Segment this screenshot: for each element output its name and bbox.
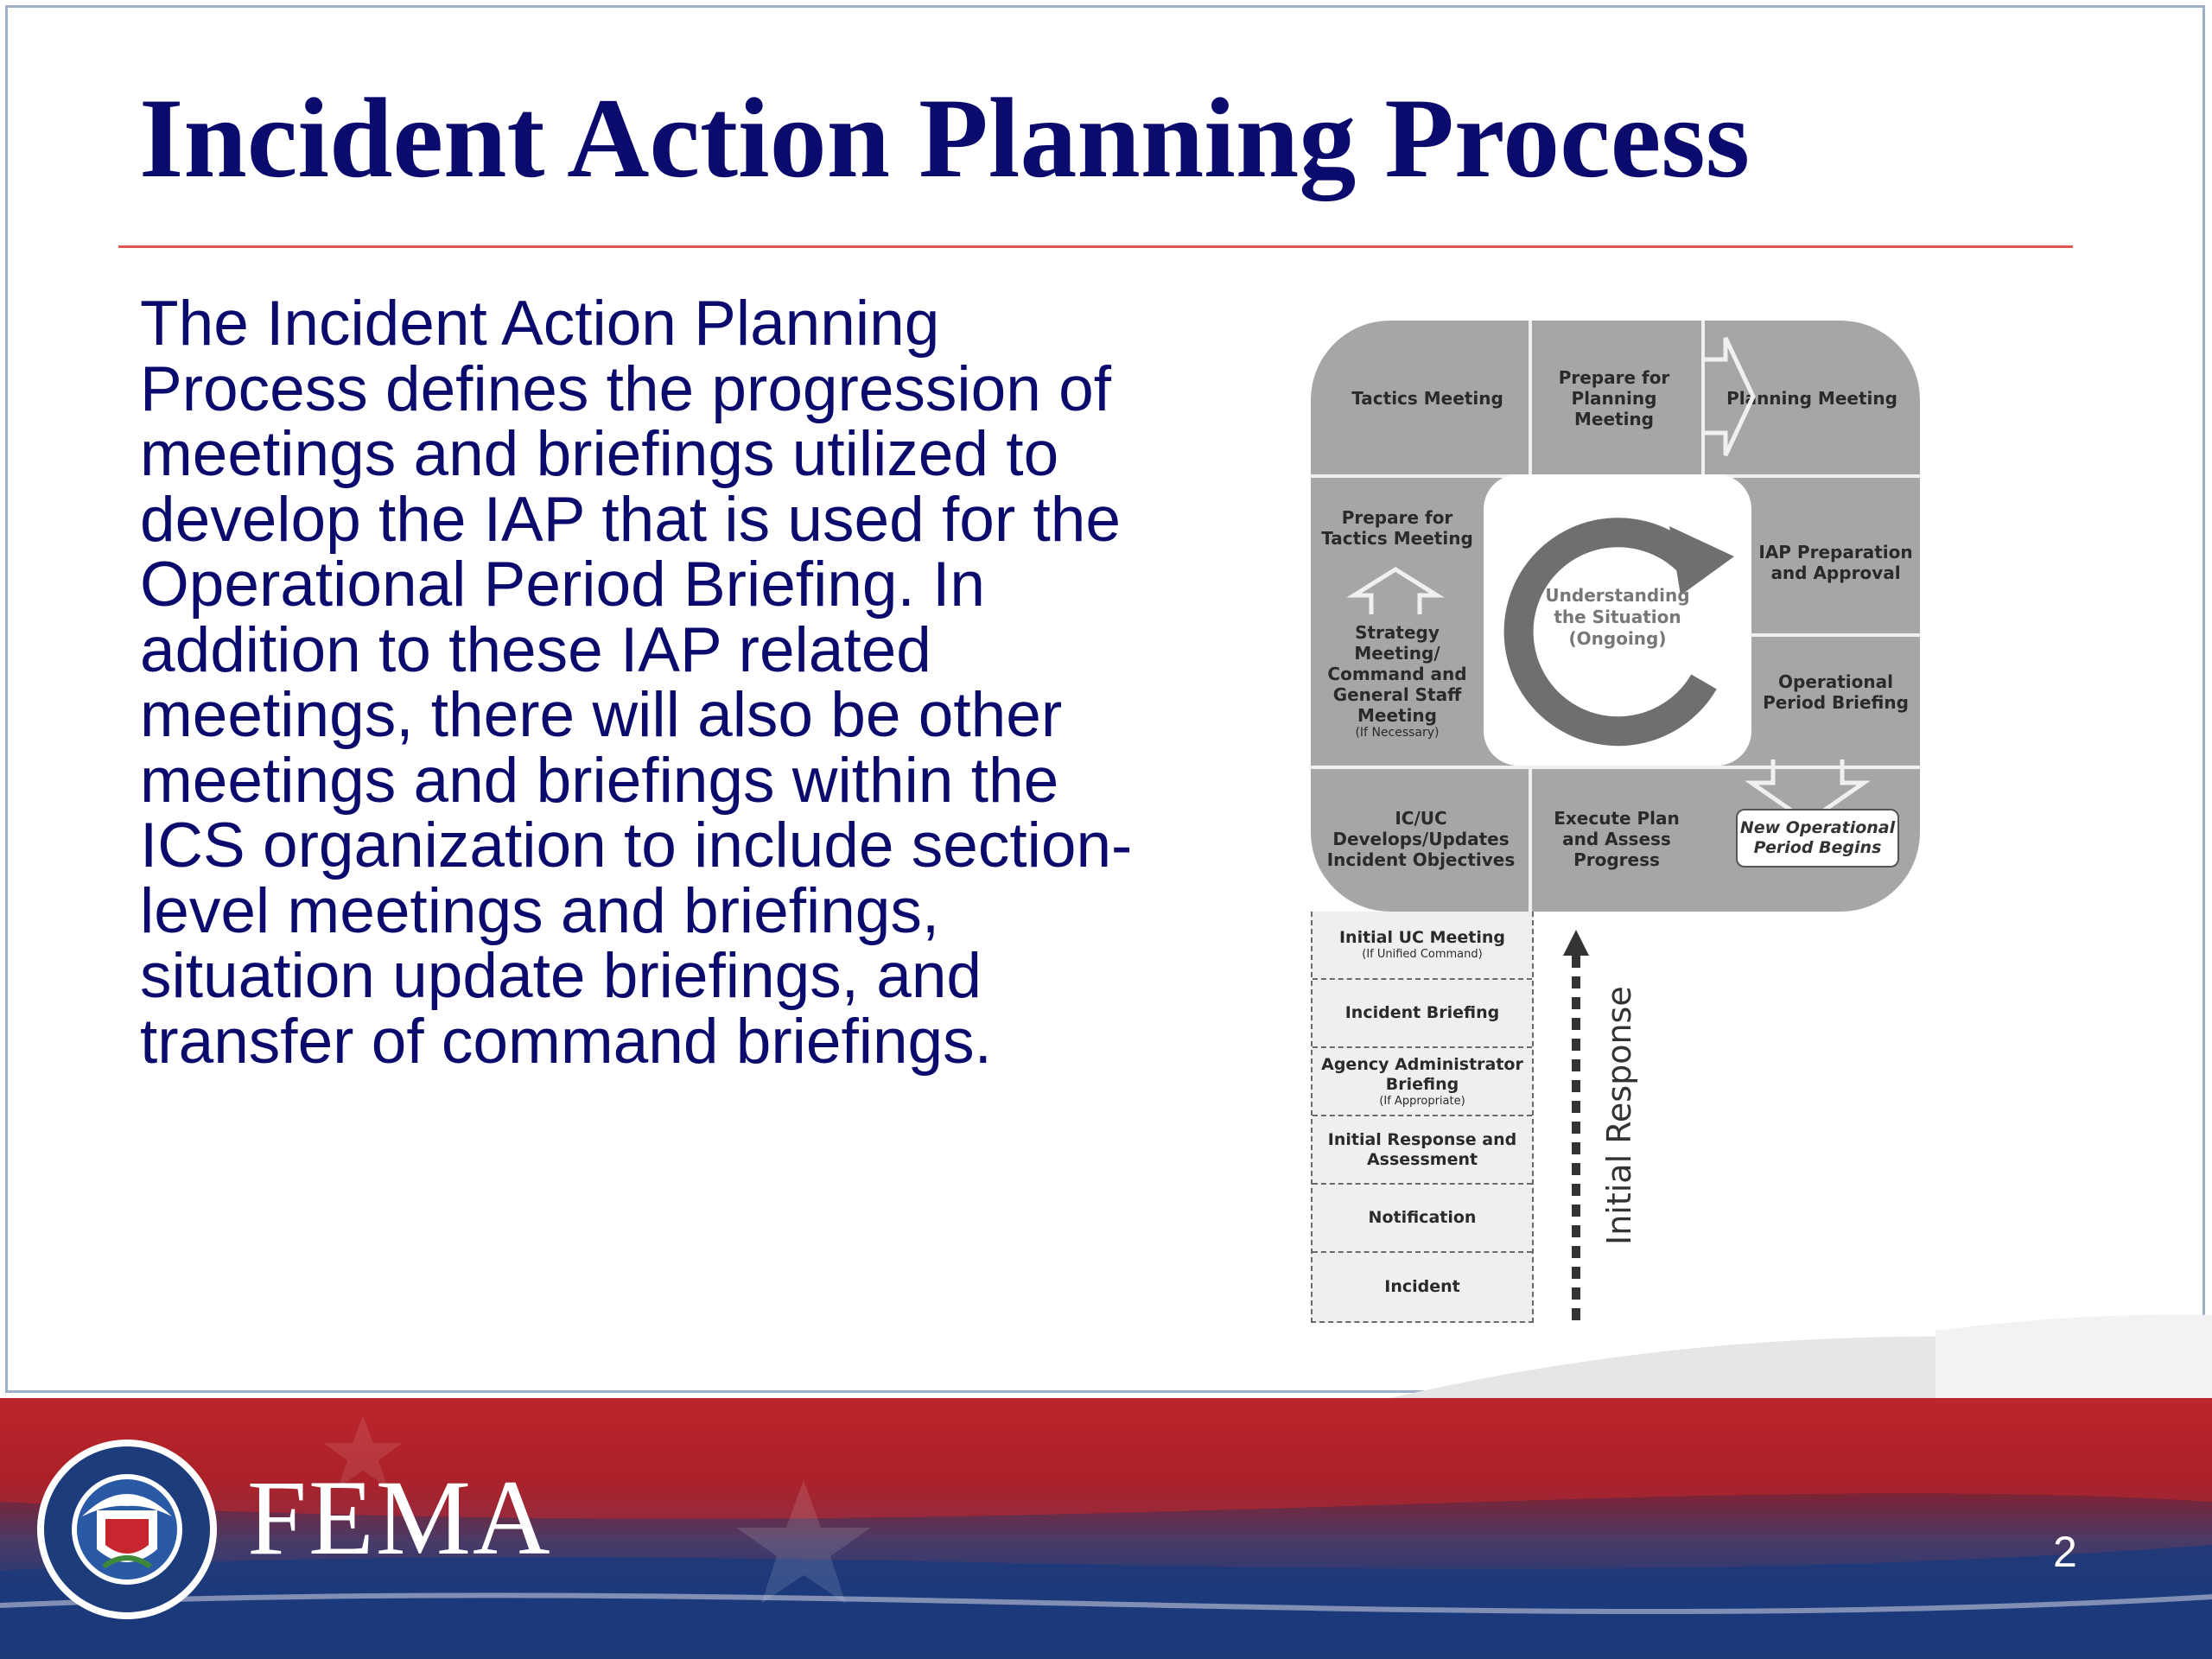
footer-banner: [0, 1398, 2212, 1659]
incident-item: Incident: [1384, 1277, 1460, 1297]
center-box: [1484, 474, 1751, 766]
incident-briefing-item: Incident Briefing: [1313, 980, 1532, 1048]
initial-uc-note: (If Unified Command): [1362, 948, 1483, 962]
strategy-meeting-note: (If Necessary): [1355, 726, 1440, 741]
execute-plan-label: Execute Plan and Assess Progress: [1554, 808, 1680, 870]
icuc-objectives-label: IC/UC Develops/Updates Incident Objectives: [1326, 808, 1516, 870]
planning-cycle-ring: [1311, 321, 1920, 912]
prepare-planning-label: Prepare for Planning Meeting: [1558, 367, 1670, 429]
dhs-seal: [35, 1437, 220, 1623]
iap-preparation-label: IAP Preparation and Approval: [1758, 542, 1913, 583]
initial-uc-label: Initial UC Meeting: [1338, 928, 1506, 948]
prepare-tactics-label: Prepare for Tactics Meeting: [1321, 507, 1473, 549]
dhs-seal-icon: [35, 1437, 220, 1623]
title-divider: [118, 245, 2073, 248]
initial-response-assessment-item: Initial Response and Assessment: [1313, 1116, 1532, 1185]
operational-briefing-label: Operational Period Briefing: [1763, 671, 1909, 713]
notification-item: Notification: [1313, 1185, 1532, 1253]
initial-uc-meeting-item: [1313, 912, 1532, 980]
body-paragraph: The Incident Action Planning Process defines the progression of meetings and briefings utilized to develop the IAP that is used for the Operational Period Briefing. In addition to these IAP related meetings, there will also be other meetings and briefings within the ICS organization to include section-level meetings and briefings, situation update briefings, and transfer of command briefings.: [140, 289, 1133, 1077]
new-operational-period-box: New Operational Period Begins: [1736, 809, 1899, 868]
center-label: Understanding the Situation (Ongoing): [1545, 585, 1690, 649]
page-number: 2: [2053, 1528, 2077, 1576]
initial-response-label: Initial Response: [1600, 986, 1638, 1245]
slide-frame: [5, 5, 2205, 1393]
decorative-swoosh: [1382, 1244, 2212, 1400]
fema-logo-text: FEMA: [247, 1459, 552, 1577]
slide-title: Incident Action Planning Process: [139, 74, 1751, 201]
planning-p-diagram: [1311, 321, 1926, 1323]
agency-admin-briefing-item: [1313, 1048, 1532, 1116]
agency-admin-note: (If Appropriate): [1379, 1094, 1465, 1108]
tactics-meeting-label: Tactics Meeting: [1351, 388, 1503, 409]
planning-meeting-label: Planning Meeting: [1726, 388, 1897, 409]
strategy-meeting-label: Strategy Meeting/ Command and General Staff Meeting: [1327, 622, 1467, 727]
agency-admin-label: Agency Administrator Briefing: [1321, 1054, 1523, 1094]
